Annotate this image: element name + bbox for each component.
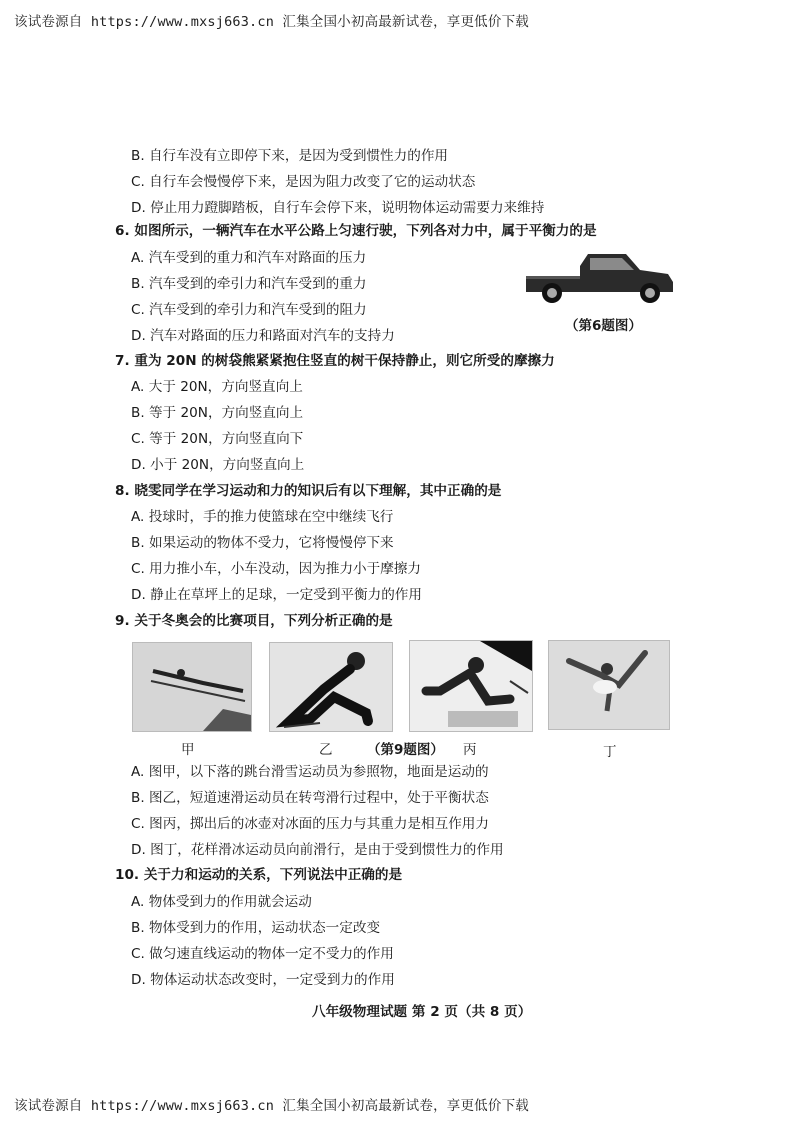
q9-option-c: C. 图丙，掷出后的冰壶对冰面的压力与其重力是相互作用力 xyxy=(131,816,489,832)
q9-label-yi: 乙 xyxy=(319,742,333,758)
q8-option-c: C. 用力推小车，小车没动，因为推力小于摩擦力 xyxy=(131,561,422,577)
q7-option-a: A. 大于 20N，方向竖直向上 xyxy=(131,379,303,395)
q9-option-a: A. 图甲，以下落的跳台滑雪运动员为参照物，地面是运动的 xyxy=(131,764,489,780)
q8-option-a: A. 投球时，手的推力使篮球在空中继续飞行 xyxy=(131,509,394,525)
q5-option-c: C. 自行车会慢慢停下来，是因为阻力改变了它的运动状态 xyxy=(131,174,476,190)
q5-option-d: D. 停止用力蹬脚踏板，自行车会停下来，说明物体运动需要力来维持 xyxy=(131,200,545,216)
q9-label-ding: 丁 xyxy=(603,744,617,760)
q8-stem: 8. 晓雯同学在学习运动和力的知识后有以下理解，其中正确的是 xyxy=(115,483,502,499)
q9-label-bing: 丙 xyxy=(463,742,477,758)
q10-option-a: A. 物体受到力的作用就会运动 xyxy=(131,894,312,910)
q9-option-d: D. 图丁，花样滑冰运动员向前滑行，是由于受到惯性力的作用 xyxy=(131,842,504,858)
q10-option-c: C. 做匀速直线运动的物体一定不受力的作用 xyxy=(131,946,394,962)
q8-option-d: D. 静止在草坪上的足球，一定受到平衡力的作用 xyxy=(131,587,422,603)
q7-option-b: B. 等于 20N，方向竖直向上 xyxy=(131,405,304,421)
ski-jump-photo xyxy=(132,642,252,732)
page-footer: 八年级物理试题 第 2 页（共 8 页） xyxy=(312,1004,532,1020)
q6-option-d: D. 汽车对路面的压力和路面对汽车的支持力 xyxy=(131,328,395,344)
q9-label-jia: 甲 xyxy=(181,742,195,758)
q7-option-c: C. 等于 20N，方向竖直向下 xyxy=(131,431,304,447)
figure-skating-photo xyxy=(548,640,670,730)
q7-stem: 7. 重为 20N 的树袋熊紧紧抱住竖直的树干保持静止，则它所受的摩擦力 xyxy=(115,353,555,369)
source-banner-top: 该试卷源自 https://www.mxsj663.cn 汇集全国小初高最新试卷，享更低价下载 xyxy=(14,14,529,30)
q10-stem: 10. 关于力和运动的关系，下列说法中正确的是 xyxy=(115,867,403,883)
truck-figure xyxy=(518,248,680,306)
q8-option-b: B. 如果运动的物体不受力，它将慢慢停下来 xyxy=(131,535,394,551)
q6-stem: 6. 如图所示，一辆汽车在水平公路上匀速行驶，下列各对力中，属于平衡力的是 xyxy=(115,223,597,239)
q9-option-b: B. 图乙，短道速滑运动员在转弯滑行过程中，处于平衡状态 xyxy=(131,790,489,806)
q10-option-d: D. 物体运动状态改变时，一定受到力的作用 xyxy=(131,972,395,988)
q5-option-b: B. 自行车没有立即停下来，是因为受到惯性力的作用 xyxy=(131,148,449,164)
q10-option-b: B. 物体受到力的作用，运动状态一定改变 xyxy=(131,920,381,936)
q6-option-c: C. 汽车受到的牵引力和汽车受到的阻力 xyxy=(131,302,367,318)
q7-option-d: D. 小于 20N，方向竖直向上 xyxy=(131,457,305,473)
curling-photo xyxy=(409,640,533,732)
q6-figure-caption: （第6题图） xyxy=(565,318,642,334)
q6-option-b: B. 汽车受到的牵引力和汽车受到的重力 xyxy=(131,276,367,292)
source-banner-bottom: 该试卷源自 https://www.mxsj663.cn 汇集全国小初高最新试卷，享更低价下载 xyxy=(14,1098,529,1114)
q9-stem: 9. 关于冬奥会的比赛项目，下列分析正确的是 xyxy=(115,613,393,629)
q6-option-a: A. 汽车受到的重力和汽车对路面的压力 xyxy=(131,250,367,266)
speed-skating-photo xyxy=(269,642,393,732)
q9-figure-caption: （第9题图） xyxy=(367,742,444,758)
